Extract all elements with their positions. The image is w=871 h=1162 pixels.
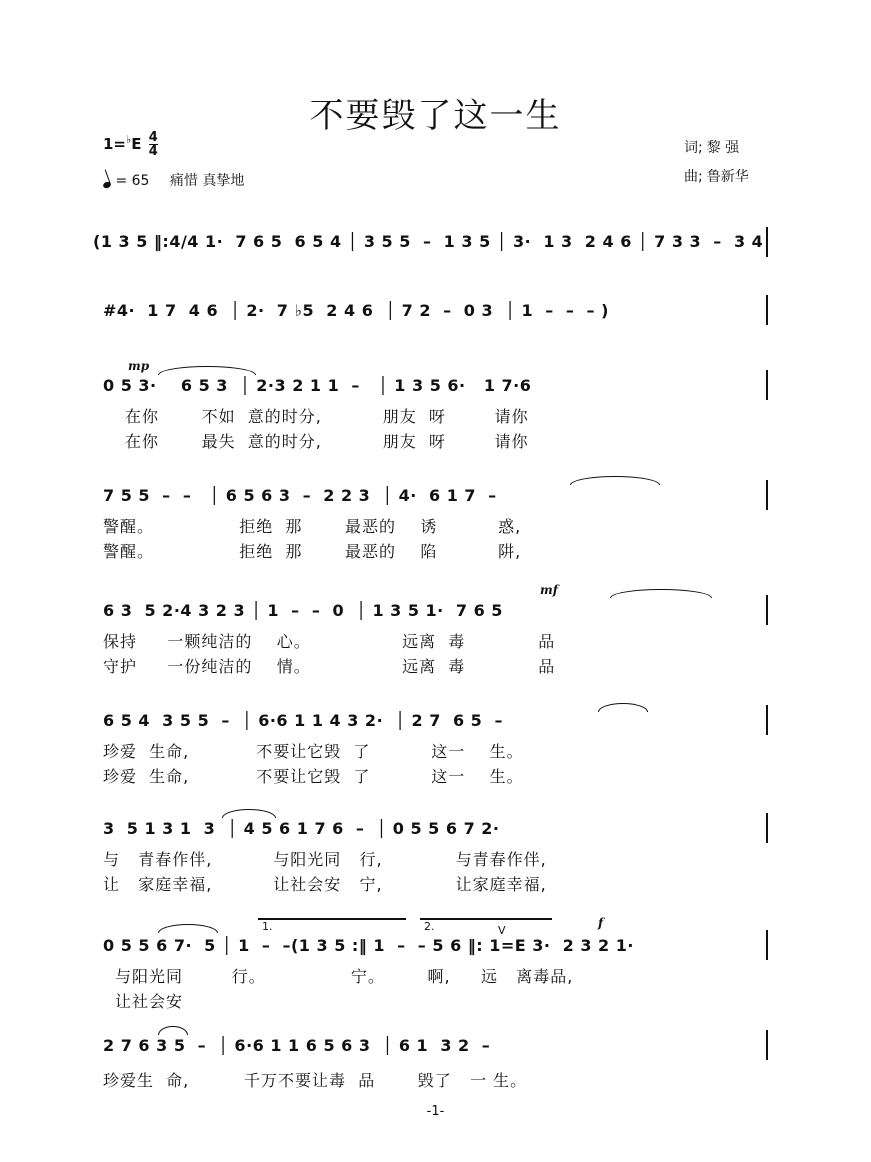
bar-line <box>766 295 768 325</box>
slur <box>222 809 276 818</box>
lyrics-verse-1: 珍爱 生命, 不要让它毁 了 这一 生。 <box>103 742 524 761</box>
slur <box>158 1026 188 1035</box>
bar-line <box>766 705 768 735</box>
dynamic-mark: mp <box>128 359 150 373</box>
song-title: 不要毁了这一生 <box>309 96 562 136</box>
lyrics-verse-1: 与 青春作伴, 与阳光同 行, 与青春作伴, <box>103 850 547 869</box>
composer-credit: 曲; 鲁新华 <box>684 169 749 185</box>
slur <box>610 589 712 598</box>
tempo-bpm: = 65 <box>115 173 150 189</box>
lyrics-verse-2: 守护 一份纯洁的 情。 远离 毒 品 <box>103 657 556 676</box>
lyrics-verse-1: 与阳光同 行。 宁。 啊, 远 离毒品, <box>115 967 574 986</box>
notation-line: #4· 1 7 4 6 │ 2· 7 ♭5 2 4 6 │ 7 2 – 0 3 │ 1 – – – ) <box>103 301 609 320</box>
notation-line: 3 5 1 3 1 3 │ 4 5 6 1 7 6 – │ 0 5 5 6 7 2· <box>103 819 500 838</box>
key-prefix: 1= <box>103 135 127 153</box>
quarter-note-icon <box>102 181 112 189</box>
volta-second: 2. <box>424 920 435 933</box>
volta-bracket <box>258 918 406 920</box>
bar-line <box>766 595 768 625</box>
volta-bracket <box>420 918 552 920</box>
key-tonic: E <box>131 135 142 153</box>
breath-mark: V <box>498 924 506 937</box>
slur <box>158 366 256 375</box>
dynamic-mark: mf <box>540 583 558 597</box>
notation-line: 0 5 5 6 7· 5 │ 1 – –(1 3 5 :‖ 1 – – 5 6 ‖: 1=E 3· 2 3 2 1· <box>103 936 634 955</box>
volta-first: 1. <box>262 920 273 933</box>
bar-line <box>766 1030 768 1060</box>
slur <box>570 476 660 485</box>
notation-line: 7 5 5 – – │ 6 5 6 3 – 2 2 3 │ 4· 6 1 7 – <box>103 486 497 505</box>
bar-line <box>766 370 768 400</box>
lyrics-verse-1: 警醒。 拒绝 那 最恶的 诱 惑, <box>103 517 522 536</box>
tempo-marking <box>103 170 244 190</box>
key-signature <box>103 131 158 158</box>
lyrics-verse-2: 让 家庭幸福, 让社会安 宁, 让家庭幸福, <box>103 875 547 894</box>
notation-line: 6 5 4 3 5 5 – │ 6·6 1 1 4 3 2· │ 2 7 6 5 – <box>103 711 503 730</box>
notation-line: (1 3 5 ‖:4/4 1· 7 6 5 6 5 4 │ 3 5 5 – 1 3 5 │ 3· 1 3 2 4 6 │ 7 3 3 – 3 4 <box>93 232 764 251</box>
notation-line: 0 5 3· 6 5 3 │ 2·3 2 1 1 – │ 1 3 5 6· 1 7·6 <box>103 376 532 395</box>
notation-line: 2 7 6 3 5 – │ 6·6 1 1 6 5 6 3 │ 6 1 3 2 – <box>103 1036 491 1055</box>
lyricist-credit: 词; 黎 强 <box>684 140 740 156</box>
flat-sign: ♭ <box>126 133 132 146</box>
lyrics-verse-1: 保持 一颗纯洁的 心。 远离 毒 品 <box>103 632 556 651</box>
lyrics-verse-2: 在你 最失 意的时分, 朋友 呀 请你 <box>125 432 529 451</box>
bar-line <box>766 813 768 843</box>
lyrics-verse-1: 在你 不如 意的时分, 朋友 呀 请你 <box>125 407 529 426</box>
lyrics-verse-2: 让社会安 <box>115 992 184 1011</box>
expression-text: 痛惜 真挚地 <box>169 173 245 189</box>
lyrics-verse-2: 珍爱 生命, 不要让它毁 了 这一 生。 <box>103 767 524 786</box>
page-number: -1- <box>426 1104 445 1119</box>
slur <box>158 924 218 933</box>
bar-line <box>766 227 768 257</box>
slur <box>598 703 648 712</box>
time-signature: $\frac{4}{4}$ <box>148 130 158 159</box>
notation-line: 6 3 5 2·4 3 2 3 │ 1 – – 0 │ 1 3 5 1· 7 6 5 <box>103 601 503 620</box>
lyrics-verse-1: 珍爱生 命, 千万不要让毒 品 毁了 一 生。 <box>103 1071 528 1090</box>
bar-line <box>766 480 768 510</box>
lyrics-verse-2: 警醒。 拒绝 那 最恶的 陷 阱, <box>103 542 522 561</box>
bar-line <box>766 930 768 960</box>
dynamic-mark: f <box>598 916 604 930</box>
